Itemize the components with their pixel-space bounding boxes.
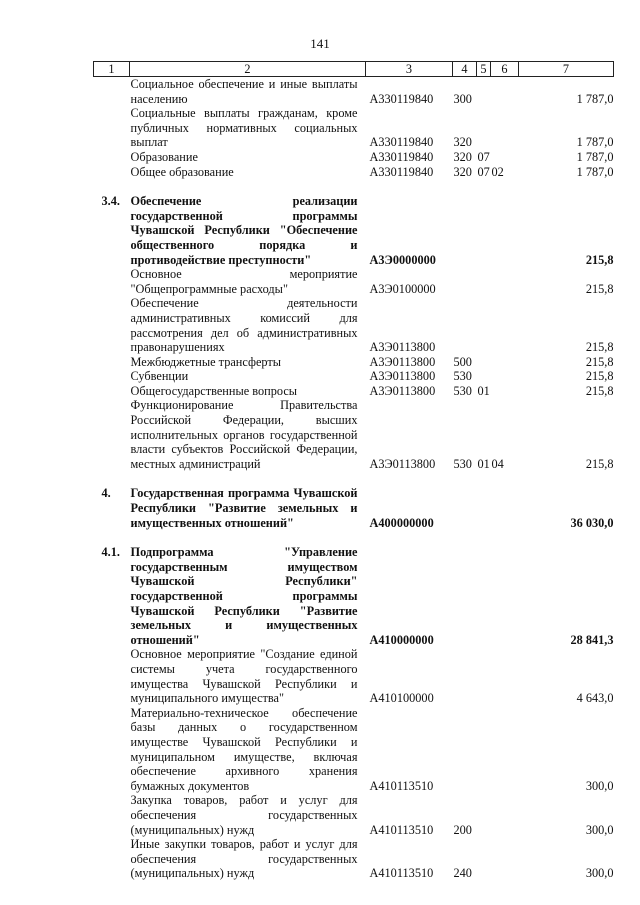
- row-pr: [491, 77, 519, 107]
- row-number: [94, 106, 130, 150]
- table-row: [94, 837, 614, 881]
- row-name: Социальное обеспечение и иные выплаты населению: [130, 77, 358, 106]
- row-vr: 200: [453, 822, 472, 837]
- spacer-cell: [94, 179, 614, 194]
- row-name: Общее образование: [130, 164, 234, 179]
- row-code: А330119840: [369, 164, 434, 179]
- row-vr: [453, 194, 477, 267]
- row-amount: 1 787,0: [576, 91, 614, 106]
- row-number: [94, 267, 130, 296]
- row-pr: 02: [491, 164, 504, 179]
- row-pr: [491, 706, 519, 794]
- row-code: А3Э0100000: [369, 281, 436, 296]
- row-vr: 320: [453, 149, 472, 164]
- row-name: Основное мероприятие "Создание единой системы учета государственного имущества Чувашской Республики и муниципального имущества": [130, 647, 358, 706]
- table-row: [94, 165, 614, 180]
- spacer-cell: [94, 530, 614, 545]
- row-number: [94, 77, 130, 107]
- table-row: [94, 355, 614, 370]
- spacer-cell: [94, 471, 614, 486]
- spacer-row: [94, 179, 614, 194]
- table-row: [94, 369, 614, 384]
- table-row: [94, 296, 614, 354]
- row-amount: 215,8: [585, 340, 614, 355]
- row-code: А3Э0000000: [369, 252, 436, 267]
- table-row: [94, 77, 614, 107]
- row-vr: [453, 267, 477, 296]
- row-pr: [491, 384, 519, 399]
- row-pr: [491, 647, 519, 705]
- header-cell: 5: [477, 62, 491, 77]
- row-name: Функционирование Правительства Российской Федерации, высших исполнительных органов государственной власти субъектов Российской Федерации, местных администраций: [130, 398, 358, 471]
- row-name: Государственная программа Чувашской Республики "Развитие земельных и имущественных отношений": [130, 486, 358, 530]
- row-code: А3Э0113800: [369, 456, 436, 471]
- table-row: [94, 486, 614, 530]
- row-amount: 215,8: [585, 281, 614, 296]
- row-pr: [491, 296, 519, 354]
- row-pr: [491, 267, 519, 296]
- table-row: [94, 150, 614, 165]
- row-vr: [453, 486, 477, 530]
- row-number: [94, 647, 130, 705]
- header-cell: 6: [491, 62, 519, 77]
- row-number: [94, 384, 130, 399]
- row-number: [94, 165, 130, 180]
- row-rz: [477, 194, 491, 267]
- table-row: [94, 647, 614, 705]
- row-name: Обеспечение реализации государственной программы Чувашской Республики "Обеспечение общественного порядка и противодействие преступности": [130, 194, 358, 267]
- header-cell: 4: [453, 62, 477, 77]
- row-pr: [491, 545, 519, 647]
- row-rz: [477, 77, 491, 107]
- table-row: [94, 106, 614, 150]
- row-vr: 240: [453, 866, 472, 881]
- row-amount: 215,8: [585, 456, 614, 471]
- row-pr: [491, 194, 519, 267]
- row-pr: [491, 106, 519, 150]
- row-code: А330119840: [369, 91, 434, 106]
- table-row: [94, 793, 614, 837]
- row-name: Общегосударственные вопросы: [130, 383, 298, 398]
- row-number: 4.: [101, 486, 111, 501]
- header-cell: 1: [94, 62, 130, 77]
- row-code: А400000000: [369, 515, 434, 530]
- table-row: [94, 194, 614, 267]
- header-cell: 3: [366, 62, 453, 77]
- row-vr: 530: [453, 456, 472, 471]
- row-code: А410000000: [369, 632, 434, 647]
- row-code: А3Э0113800: [369, 383, 436, 398]
- row-rz: 07: [477, 164, 490, 179]
- row-vr: [453, 706, 477, 794]
- header-cell: 2: [130, 62, 366, 77]
- row-code: А3Э0113800: [369, 354, 436, 369]
- row-amount: 300,0: [585, 778, 614, 793]
- row-pr: [491, 355, 519, 370]
- row-number: 4.1.: [101, 545, 120, 560]
- row-number: [94, 296, 130, 354]
- row-vr: 530: [453, 383, 472, 398]
- row-number: [94, 706, 130, 794]
- row-name: Образование: [130, 149, 198, 164]
- row-number: [94, 793, 130, 837]
- row-vr: 500: [453, 354, 472, 369]
- row-name: Подпрограмма "Управление государственным имуществом Чувашской Республики" государственной программы Чувашской Республики "Развитие земельных и имущественных отношений": [130, 545, 358, 647]
- row-vr: 320: [453, 135, 472, 150]
- row-name: Социальные выплаты гражданам, кроме публичных нормативных социальных выплат: [130, 106, 358, 150]
- spacer-row: [94, 471, 614, 486]
- row-rz: [477, 355, 491, 370]
- row-name: Закупка товаров, работ и услуг для обеспечения государственных (муниципальных) нужд: [130, 793, 358, 837]
- row-rz: 01: [477, 383, 490, 398]
- row-code: А330119840: [369, 149, 434, 164]
- row-amount: 215,8: [585, 383, 614, 398]
- row-code: А3Э0113800: [369, 369, 436, 384]
- row-code: А3Э0113800: [369, 340, 436, 355]
- row-vr: [453, 296, 477, 354]
- row-vr: 320: [453, 164, 472, 179]
- row-code: А410113510: [369, 822, 434, 837]
- table-row: [94, 398, 614, 471]
- row-pr: [491, 150, 519, 165]
- row-amount: 300,0: [585, 822, 614, 837]
- row-rz: 01: [477, 456, 490, 471]
- row-number: [94, 369, 130, 384]
- row-amount: 300,0: [585, 866, 614, 881]
- row-name: Материально-техническое обеспечение базы данных о государственном имуществе Чувашской Республики и муниципальном имуществе, включая обеспечение архивного хранения бумажных документов: [130, 705, 358, 793]
- row-rz: [477, 793, 491, 837]
- spacer-row: [94, 530, 614, 545]
- header-row: [94, 62, 614, 77]
- row-number: 3.4.: [101, 194, 120, 209]
- row-rz: [477, 369, 491, 384]
- table-row: [94, 545, 614, 647]
- table-header: [94, 62, 614, 77]
- row-amount: 1 787,0: [576, 135, 614, 150]
- row-rz: [477, 706, 491, 794]
- row-amount: 28 841,3: [570, 632, 614, 647]
- row-amount: 1 787,0: [576, 149, 614, 164]
- page-number: 141: [310, 36, 330, 51]
- row-pr: 04: [491, 456, 504, 471]
- row-code: А330119840: [369, 135, 434, 150]
- table-body: [94, 77, 614, 881]
- row-amount: 215,8: [585, 354, 614, 369]
- row-amount: 215,8: [585, 369, 614, 384]
- row-number: [94, 837, 130, 881]
- table-row: [94, 384, 614, 399]
- row-pr: [491, 486, 519, 530]
- row-pr: [491, 369, 519, 384]
- table-row: [94, 706, 614, 794]
- row-rz: [477, 837, 491, 881]
- row-rz: [477, 267, 491, 296]
- row-rz: [477, 296, 491, 354]
- row-vr: [453, 647, 477, 705]
- row-amount: 215,8: [585, 252, 614, 267]
- row-name: Межбюджетные трансферты: [130, 354, 282, 369]
- row-rz: [477, 106, 491, 150]
- row-name: Субвенции: [130, 369, 189, 384]
- row-code: А410113510: [369, 778, 434, 793]
- row-pr: [491, 793, 519, 837]
- row-number: [94, 398, 130, 471]
- row-vr: 300: [453, 91, 472, 106]
- row-number: [94, 150, 130, 165]
- row-vr: 530: [453, 369, 472, 384]
- row-rz: 07: [477, 149, 490, 164]
- header-cell: 7: [519, 62, 614, 77]
- budget-table: [93, 61, 614, 881]
- row-pr: [491, 837, 519, 881]
- table-row: [94, 267, 614, 296]
- row-name: Обеспечение деятельности административных комиссий для рассмотрения дел об административных правонарушениях: [130, 296, 358, 355]
- row-code: А410100000: [369, 691, 434, 706]
- row-amount: 1 787,0: [576, 164, 614, 179]
- row-name: Иные закупки товаров, работ и услуг для обеспечения государственных (муниципальных) нужд: [130, 837, 358, 881]
- row-rz: [477, 545, 491, 647]
- row-rz: [477, 647, 491, 705]
- row-amount: 36 030,0: [570, 515, 614, 530]
- row-code: А410113510: [369, 866, 434, 881]
- row-number: [94, 355, 130, 370]
- row-amount: 4 643,0: [576, 691, 614, 706]
- row-rz: [477, 486, 491, 530]
- row-vr: [453, 545, 477, 647]
- row-name: Основное мероприятие "Общепрограммные расходы": [130, 267, 358, 296]
